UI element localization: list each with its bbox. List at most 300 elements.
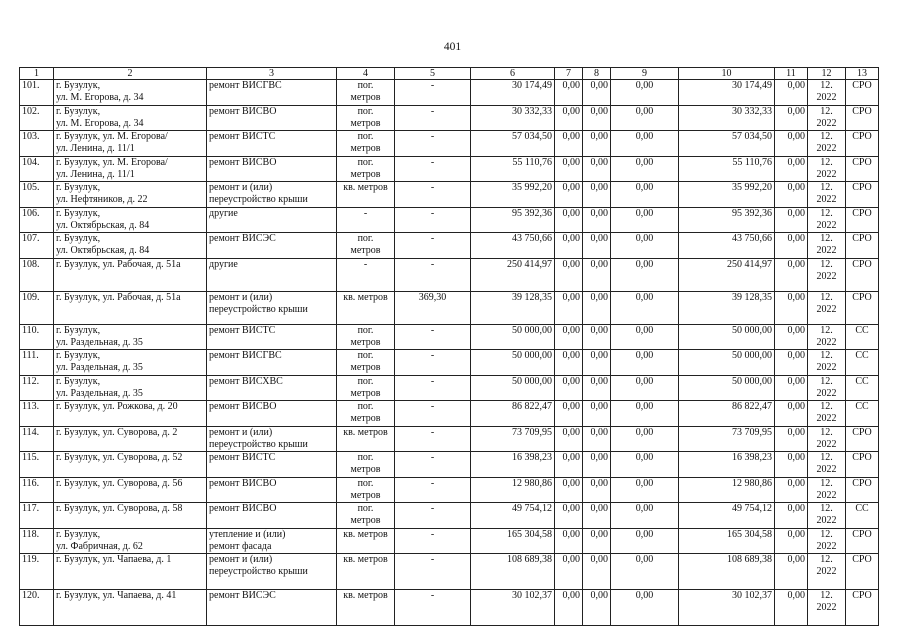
cost-cell: [471, 131, 555, 157]
work-type: ремонт ВИСГВС: [209, 350, 282, 361]
col-11-value: 0,00: [787, 477, 805, 489]
col-9-value: 0,00: [635, 426, 654, 438]
col-11-value-cell: [775, 503, 808, 529]
quantity: -: [430, 503, 435, 514]
col-8-value: 0,00: [590, 503, 608, 514]
row-number-cell: [20, 80, 54, 106]
work-type: ремонт ВИСВО: [209, 503, 277, 514]
col-11-value-cell: [775, 350, 808, 376]
work-type-cell: [207, 590, 337, 626]
total: 30 332,33: [732, 105, 772, 117]
total-cell: [679, 528, 775, 554]
col-11-value: 0,00: [787, 258, 805, 270]
total: 30 102,37: [732, 590, 772, 601]
work-type-cell: [207, 207, 337, 233]
quantity: -: [430, 233, 435, 244]
cost: 43 750,66: [512, 233, 552, 244]
funding-source-cell: [846, 258, 879, 291]
quantity-cell: [395, 590, 471, 626]
cost: 50 000,00: [512, 324, 552, 336]
page-number: 401: [443, 41, 462, 53]
col-11-value: 0,00: [787, 452, 805, 463]
address-line-2: ул. Раздельная, д. 35: [56, 362, 143, 373]
col-7-value: 0,00: [562, 375, 580, 387]
row-number-cell: [20, 291, 54, 324]
unit: пог.: [357, 131, 374, 142]
col-9-value: 0,00: [635, 105, 654, 117]
col-8-value-cell: [583, 590, 611, 626]
col-11-value: 0,00: [787, 207, 805, 219]
address-line-2: ул. Октябрьская, д. 84: [56, 245, 150, 256]
unit-cell: [337, 182, 395, 208]
address-cell: [54, 426, 207, 452]
col-8-value: 0,00: [590, 426, 608, 438]
unit: кв. метров: [343, 291, 388, 303]
total-cell: [679, 452, 775, 478]
address-cell: [54, 105, 207, 131]
col-11-value-cell: [775, 324, 808, 350]
col-header: 13: [846, 68, 879, 80]
funding-source-cell: [846, 503, 879, 529]
col-8-value: 0,00: [590, 80, 608, 91]
address-cell: [54, 131, 207, 157]
col-8-value-cell: [583, 80, 611, 106]
address-line-2: ул. Ленина, д. 11/1: [56, 168, 135, 180]
deadline-cell: [808, 131, 846, 157]
work-type: ремонт ВИСЭС: [209, 233, 276, 244]
cost-cell: [471, 350, 555, 376]
work-type-cell: [207, 131, 337, 157]
total: 95 392,36: [732, 207, 772, 219]
work-type: ремонт ВИСТС: [209, 324, 276, 336]
col-9-value: 0,00: [635, 554, 654, 565]
unit-line-2: метров: [350, 336, 381, 348]
address: г. Бузулук, ул. Рабочая, д. 51а: [56, 291, 181, 303]
total-cell: [679, 182, 775, 208]
funding-source-cell: [846, 554, 879, 590]
table-row: [20, 105, 879, 131]
row-number-cell: [20, 426, 54, 452]
table-row: [20, 452, 879, 478]
quantity-cell: [395, 375, 471, 401]
address: г. Бузулук,: [56, 528, 101, 540]
cost-cell: [471, 528, 555, 554]
total: 16 398,23: [732, 452, 772, 463]
col-11-value: 0,00: [787, 375, 805, 387]
unit-cell: [337, 207, 395, 233]
table-row: [20, 182, 879, 208]
quantity: -: [430, 426, 435, 438]
unit: пог.: [357, 105, 374, 117]
col-header: 9: [611, 68, 679, 80]
total: 49 754,12: [732, 503, 772, 514]
quantity-cell: [395, 503, 471, 529]
col-11-value-cell: [775, 80, 808, 106]
address-line-2: ул. М. Егорова, д. 34: [56, 92, 144, 103]
col-9-value-cell: [611, 452, 679, 478]
total-cell: [679, 156, 775, 182]
unit-cell: [337, 350, 395, 376]
col-7-value-cell: [555, 182, 583, 208]
col-7-value-cell: [555, 452, 583, 478]
quantity-cell: [395, 131, 471, 157]
total-cell: [679, 350, 775, 376]
row-number: 112.: [22, 375, 40, 387]
total: 250 414,97: [727, 258, 772, 270]
col-8-value-cell: [583, 258, 611, 291]
col-7-value-cell: [555, 80, 583, 106]
col-7-value: 0,00: [562, 503, 580, 514]
quantity: -: [430, 131, 435, 142]
row-number-cell: [20, 131, 54, 157]
unit: пог.: [357, 80, 374, 91]
row-number-cell: [20, 105, 54, 131]
row-number: 114.: [22, 426, 40, 438]
col-8-value-cell: [583, 452, 611, 478]
table-row: [20, 375, 879, 401]
col-11-value-cell: [775, 156, 808, 182]
col-8-value: 0,00: [590, 291, 608, 303]
table-row: [20, 80, 879, 106]
table-row: [20, 528, 879, 554]
address: г. Бузулук,: [56, 233, 101, 244]
funding-source-cell: [846, 156, 879, 182]
quantity: -: [430, 324, 435, 336]
total: 12 980,86: [732, 477, 772, 489]
unit-cell: [337, 528, 395, 554]
table-row: [20, 207, 879, 233]
address-cell: [54, 528, 207, 554]
total: 30 174,49: [732, 80, 772, 91]
total: 86 822,47: [732, 401, 772, 412]
col-8-value: 0,00: [590, 401, 608, 412]
quantity: -: [430, 156, 435, 168]
col-8-value-cell: [583, 477, 611, 503]
total: 50 000,00: [732, 350, 772, 361]
row-number: 105.: [22, 182, 40, 193]
work-type-line-2: переустройство крыши: [209, 303, 308, 315]
unit-cell: [337, 105, 395, 131]
cost: 39 128,35: [512, 291, 552, 303]
work-type-cell: [207, 503, 337, 529]
row-number: 106.: [22, 207, 40, 219]
col-11-value: 0,00: [787, 156, 805, 168]
unit-cell: [337, 233, 395, 259]
funding-source: СРО: [852, 590, 872, 601]
col-11-value-cell: [775, 207, 808, 233]
address-line-2: ул. Раздельная, д. 35: [56, 336, 143, 348]
col-8-value-cell: [583, 350, 611, 376]
row-number: 120.: [22, 590, 40, 601]
quantity-cell: [395, 452, 471, 478]
col-9-value-cell: [611, 291, 679, 324]
total-cell: [679, 503, 775, 529]
funding-source: СС: [855, 375, 869, 387]
col-8-value-cell: [583, 375, 611, 401]
col-8-value-cell: [583, 554, 611, 590]
col-8-value: 0,00: [590, 105, 608, 117]
col-9-value-cell: [611, 233, 679, 259]
col-11-value-cell: [775, 477, 808, 503]
deadline-cell: [808, 207, 846, 233]
cost-cell: [471, 258, 555, 291]
row-number: 116.: [22, 477, 40, 489]
address: г. Бузулук, ул. Чапаева, д. 1: [56, 554, 172, 565]
cost-cell: [471, 426, 555, 452]
table-row: [20, 477, 879, 503]
row-number: 102.: [22, 105, 40, 117]
cost: 95 392,36: [512, 207, 552, 219]
deadline: 12.: [820, 426, 833, 438]
col-header: 7: [555, 68, 583, 80]
table-row: [20, 258, 879, 291]
unit-line-2: метров: [350, 387, 381, 399]
total-cell: [679, 233, 775, 259]
work-type-cell: [207, 233, 337, 259]
unit: -: [363, 207, 368, 219]
deadline-line-2: 2022: [816, 540, 837, 552]
quantity-cell: [395, 401, 471, 427]
cost-cell: [471, 554, 555, 590]
col-8-value-cell: [583, 182, 611, 208]
col-8-value-cell: [583, 291, 611, 324]
address: г. Бузулук,: [56, 324, 101, 336]
funding-source: СС: [855, 401, 869, 412]
unit-cell: [337, 426, 395, 452]
unit-cell: [337, 590, 395, 626]
total-cell: [679, 291, 775, 324]
col-header: 11: [775, 68, 808, 80]
table-row: [20, 156, 879, 182]
table-row: [20, 324, 879, 350]
col-7-value-cell: [555, 105, 583, 131]
funding-source-cell: [846, 324, 879, 350]
address-cell: [54, 375, 207, 401]
deadline-cell: [808, 105, 846, 131]
funding-source: СС: [855, 324, 869, 336]
quantity: -: [430, 80, 435, 91]
row-number-cell: [20, 207, 54, 233]
funding-source: СРО: [852, 528, 872, 540]
cost: 35 992,20: [512, 182, 552, 193]
col-8-value-cell: [583, 156, 611, 182]
col-9-value: 0,00: [635, 207, 654, 219]
funding-source: СРО: [852, 554, 872, 565]
unit: пог.: [357, 401, 374, 412]
unit: -: [363, 258, 368, 270]
col-7-value: 0,00: [562, 207, 580, 219]
funding-source-cell: [846, 477, 879, 503]
table-row: [20, 401, 879, 427]
unit: кв. метров: [343, 554, 388, 565]
work-type-cell: [207, 528, 337, 554]
quantity: -: [430, 258, 435, 270]
quantity: -: [430, 554, 435, 565]
deadline: 12.: [820, 156, 833, 168]
col-7-value-cell: [555, 426, 583, 452]
quantity: -: [430, 375, 435, 387]
col-8-value: 0,00: [590, 350, 608, 361]
address-line-2: ул. М. Егорова, д. 34: [56, 117, 144, 129]
quantity-cell: [395, 80, 471, 106]
col-7-value: 0,00: [562, 477, 580, 489]
col-9-value-cell: [611, 324, 679, 350]
address: г. Бузулук, ул. Суворова, д. 2: [56, 426, 178, 438]
work-type: ремонт ВИСТС: [209, 131, 276, 142]
col-header: 8: [583, 68, 611, 80]
total-cell: [679, 477, 775, 503]
row-number-cell: [20, 590, 54, 626]
col-header: 1: [20, 68, 54, 80]
funding-source: СРО: [852, 233, 872, 244]
col-11-value-cell: [775, 258, 808, 291]
work-type: ремонт и (или): [209, 554, 273, 565]
deadline-cell: [808, 80, 846, 106]
unit-line-2: метров: [350, 117, 381, 129]
col-9-value-cell: [611, 131, 679, 157]
col-9-value: 0,00: [635, 528, 654, 540]
col-7-value-cell: [555, 207, 583, 233]
address: г. Бузулук, ул. Суворова, д. 56: [56, 477, 183, 489]
work-type-cell: [207, 350, 337, 376]
cost: 165 304,58: [507, 528, 552, 540]
row-number: 117.: [22, 503, 40, 514]
deadline-line-2: 2022: [816, 489, 837, 501]
col-11-value: 0,00: [787, 503, 805, 514]
unit-cell: [337, 80, 395, 106]
deadline: 12.: [820, 401, 833, 412]
deadline-line-2: 2022: [816, 219, 837, 231]
deadline-line-2: 2022: [816, 168, 837, 180]
table-row: [20, 291, 879, 324]
row-number-cell: [20, 350, 54, 376]
col-7-value: 0,00: [562, 426, 580, 438]
deadline: 12.: [820, 528, 833, 540]
row-number-cell: [20, 503, 54, 529]
col-8-value: 0,00: [590, 182, 608, 193]
quantity: -: [430, 528, 435, 540]
col-11-value: 0,00: [787, 80, 805, 91]
funding-source: СРО: [852, 291, 872, 303]
col-header: 2: [54, 68, 207, 80]
col-9-value: 0,00: [635, 80, 654, 91]
quantity-cell: [395, 105, 471, 131]
col-7-value: 0,00: [562, 291, 580, 303]
col-11-value-cell: [775, 291, 808, 324]
work-type: ремонт ВИСВО: [209, 156, 277, 168]
col-9-value-cell: [611, 528, 679, 554]
col-7-value-cell: [555, 477, 583, 503]
deadline-line-2: 2022: [816, 270, 837, 282]
col-11-value-cell: [775, 401, 808, 427]
col-11-value: 0,00: [787, 401, 805, 412]
address: г. Бузулук,: [56, 375, 101, 387]
col-11-value: 0,00: [787, 554, 805, 565]
total-cell: [679, 258, 775, 291]
address-cell: [54, 233, 207, 259]
work-type-cell: [207, 182, 337, 208]
table-row: [20, 554, 879, 590]
deadline: 12.: [820, 350, 833, 361]
address-line-2: ул. Раздельная, д. 35: [56, 387, 143, 399]
deadline: 12.: [820, 590, 833, 601]
funding-source: СРО: [852, 426, 872, 438]
row-number: 118.: [22, 528, 40, 540]
work-type: ремонт ВИСЭС: [209, 590, 276, 601]
col-7-value: 0,00: [562, 401, 580, 412]
unit: пог.: [357, 233, 374, 244]
deadline-line-2: 2022: [816, 303, 837, 315]
funding-source: СС: [855, 503, 869, 514]
col-9-value: 0,00: [635, 233, 654, 244]
quantity-cell: [395, 207, 471, 233]
work-type: другие: [209, 207, 238, 219]
address: г. Бузулук, ул. Рабочая, д. 51а: [56, 258, 181, 270]
cost-cell: [471, 156, 555, 182]
col-9-value: 0,00: [635, 590, 654, 601]
quantity-cell: [395, 350, 471, 376]
deadline-cell: [808, 401, 846, 427]
deadline-cell: [808, 590, 846, 626]
quantity-cell: [395, 258, 471, 291]
address: г. Бузулук,: [56, 350, 101, 361]
col-9-value-cell: [611, 426, 679, 452]
cost: 55 110,76: [512, 156, 552, 168]
unit-line-2: метров: [350, 489, 381, 501]
quantity: 369,30: [418, 291, 447, 303]
total-cell: [679, 401, 775, 427]
col-7-value-cell: [555, 350, 583, 376]
address-cell: [54, 291, 207, 324]
row-number-cell: [20, 375, 54, 401]
funding-source-cell: [846, 350, 879, 376]
total: 165 304,58: [727, 528, 772, 540]
row-number: 108.: [22, 258, 40, 270]
col-11-value: 0,00: [787, 182, 805, 193]
col-9-value-cell: [611, 182, 679, 208]
deadline: 12.: [820, 291, 833, 303]
col-7-value: 0,00: [562, 590, 580, 601]
work-type-cell: [207, 426, 337, 452]
col-11-value: 0,00: [787, 426, 805, 438]
cost: 49 754,12: [512, 503, 552, 514]
col-7-value: 0,00: [562, 350, 580, 361]
total-cell: [679, 324, 775, 350]
row-number-cell: [20, 156, 54, 182]
row-number: 115.: [22, 452, 40, 463]
col-8-value-cell: [583, 131, 611, 157]
funding-source-cell: [846, 375, 879, 401]
total-cell: [679, 590, 775, 626]
work-type-cell: [207, 401, 337, 427]
col-9-value: 0,00: [635, 477, 654, 489]
cost-cell: [471, 375, 555, 401]
work-type-line-2: переустройство крыши: [209, 194, 308, 205]
funding-source-cell: [846, 80, 879, 106]
row-number: 113.: [22, 401, 40, 412]
col-7-value: 0,00: [562, 528, 580, 540]
quantity-cell: [395, 554, 471, 590]
deadline: 12.: [820, 554, 833, 565]
quantity-cell: [395, 528, 471, 554]
table-row: [20, 426, 879, 452]
funding-source: СРО: [852, 258, 872, 270]
address: г. Бузулук, ул. Суворова, д. 58: [56, 503, 183, 514]
quantity: -: [430, 590, 435, 601]
col-11-value-cell: [775, 233, 808, 259]
cost-cell: [471, 182, 555, 208]
address-cell: [54, 156, 207, 182]
